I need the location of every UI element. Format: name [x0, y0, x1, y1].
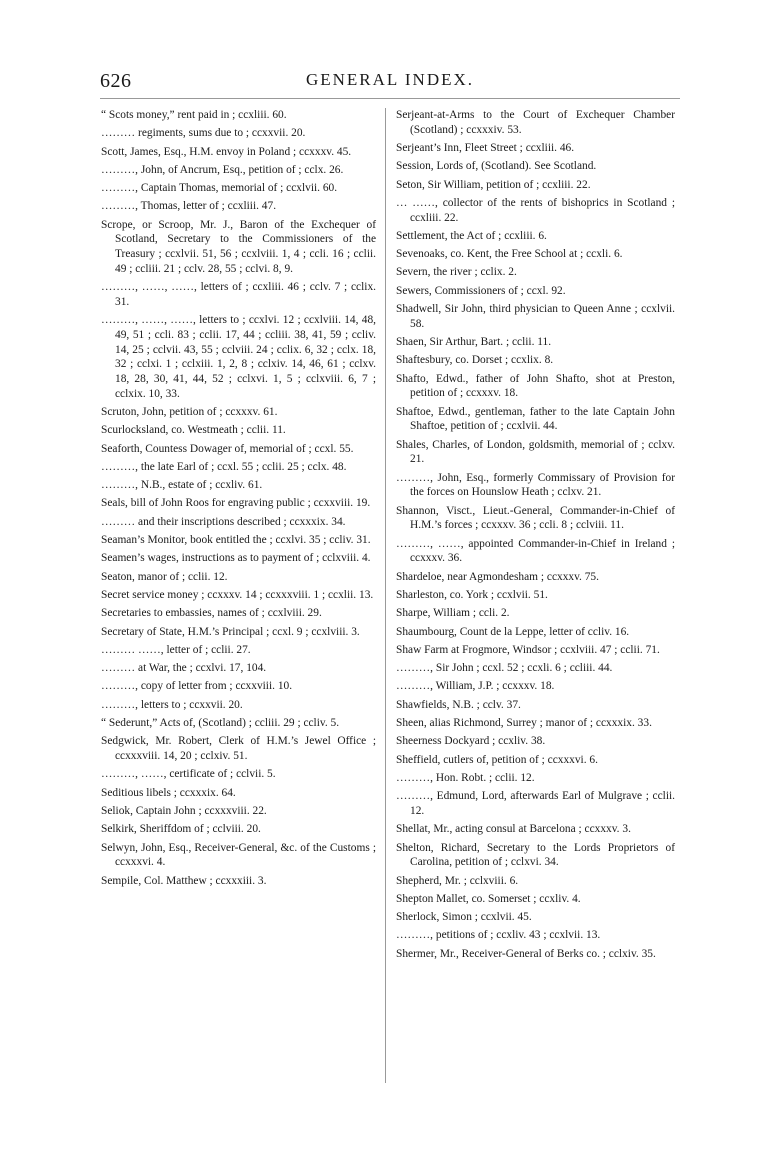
index-entry: Sevenoaks, co. Kent, the Free School at ; ccxli. 6. [396, 248, 623, 261]
index-entry: Shepton Mallet, co. Somerset ; ccxliv. 4. [396, 892, 581, 905]
index-entry: Seals, bill of John Roos for engraving public ; ccxxviii. 19. [101, 497, 371, 510]
index-entry: ………, Thomas, letter of ; ccxliii. 47. [101, 200, 277, 213]
index-entry: Sheffield, cutlers of, petition of ; ccxxxvi. 6. [396, 753, 598, 766]
index-entry: Scott, James, Esq., H.M. envoy in Poland ; ccxxxv. 45. [101, 145, 352, 158]
index-entry: Shepherd, Mr. ; cclxviii. 6. [396, 874, 519, 887]
index-entry: Sempile, Col. Matthew ; ccxxxiii. 3. [101, 874, 267, 887]
page-header [100, 70, 680, 98]
index-entry: ………, ……, appointed Commander-in-Chief in Ireland ; ccxxxv. 36. [396, 537, 675, 565]
index-entry: Shaftoe, Edwd., gentleman, father to the late Captain John Shaftoe, petition of ; ccxlvii. 44. [396, 405, 675, 433]
index-entry: ………, William, J.P. ; ccxxxv. 18. [396, 680, 555, 693]
index-entry: ………, John, Esq., formerly Commissary of Provision for the forces on Hounslow Heath ; cclxv. 21. [396, 471, 675, 499]
index-entry: Shaen, Sir Arthur, Bart. ; cclii. 11. [396, 336, 552, 349]
index-entry: Shelton, Richard, Secretary to the Lords Proprietors of Carolina, petition of ; cclxvi. 34. [396, 841, 675, 869]
index-entry: Shardeloe, near Agmondesham ; ccxxxv. 75. [396, 570, 599, 583]
index-entry: Seaforth, Countess Dowager of, memorial of ; ccxl. 55. [101, 442, 354, 455]
index-entry: Scrope, or Scroop, Mr. J., Baron of the Exchequer of Scotland, Secretary to the Commissioners of the Treasury ; ccxlvii. 51, 56 ; ccxlviii. 1, 4 ; ccli. 16 ; cclii. 49 ; ccliii. 21 ; cclv. 28, 55 ; cclvi. 8, 9. [101, 218, 376, 275]
index-entry: ………, letters to ; ccxxvii. 20. [101, 698, 243, 711]
index-entry: Scurlocksland, co. Westmeath ; cclii. 11. [101, 424, 286, 437]
index-entry: Serjeant-at-Arms to the Court of Exchequer Chamber (Scotland) ; ccxxxiv. 53. [396, 109, 675, 136]
index-entry: ……… and their inscriptions described ; ccxxxix. 34. [101, 515, 346, 528]
index-entry: ………, John, of Ancrum, Esq., petition of ; cclx. 26. [101, 163, 344, 176]
index-entry: ………, Sir John ; ccxl. 52 ; ccxli. 6 ; ccliii. 44. [396, 662, 613, 675]
index-entry: Shawfields, N.B. ; cclv. 37. [396, 698, 521, 711]
index-entry: ……… at War, the ; ccxlvi. 17, 104. [101, 662, 267, 675]
index-entry: Shadwell, Sir John, third physician to Queen Anne ; ccxlvii. 58. [396, 303, 675, 330]
index-entry: Shermer, Mr., Receiver-General of Berks co. ; cclxiv. 35. [396, 947, 656, 960]
index-entry: ………, N.B., estate of ; ccxliv. 61. [101, 479, 263, 492]
index-entry: Shaumbourg, Count de la Leppe, letter of ccliv. 16. [396, 625, 630, 638]
index-entry: ……… regiments, sums due to ; ccxxvii. 20. [101, 127, 306, 140]
index-entry: Settlement, the Act of ; ccxliii. 6. [396, 229, 547, 242]
index-entry: ………, ……, ……, letters of ; ccxliii. 46 ; cclv. 7 ; cclix. 31. [101, 281, 376, 308]
column-divider [385, 108, 386, 1083]
index-entry: Shafto, Edwd., father of John Shafto, shot at Preston, petition of ; ccxxxv. 18. [396, 372, 675, 400]
index-entry: Shaw Farm at Frogmore, Windsor ; ccxlviii. 47 ; cclii. 71. [396, 643, 660, 656]
index-entry: Sewers, Commissioners of ; ccxl. 92. [396, 284, 566, 297]
index-entry: ……… ……, letter of ; cclii. 27. [101, 643, 251, 656]
index-entry: ………, ……, ……, letters to ; ccxlvi. 12 ; ccxlviii. 14, 48, 49, 51 ; ccli. 83 ; cclii. 17, 44 ; ccliii. 38, 41, 59 ; ccliv. 14, 25 ; cclvii. 43, 55 ; cclviii. 24 ; cclix. 6, 32 ; cclx. 18, 32 ; cclxi. 1 ; cclxiii. 1, 2, 8 ; cclxiv. 14, 46, 61 ; cclxv. 18, 28, 30, 41, 44, 52 ; cclxvi. 1, 5 ; cclxviii. 6, 7 ; cclxix. 10, 33. [101, 314, 376, 400]
index-entry: Seaman’s Monitor, book entitled the ; ccxlvi. 35 ; ccliv. 31. [101, 534, 371, 547]
index-entry: Shaftesbury, co. Dorset ; ccxlix. 8. [396, 354, 554, 367]
index-entry: Seamen’s wages, instructions as to payment of ; cclxviii. 4. [101, 552, 371, 565]
index-entry: Seditious libels ; ccxxxix. 64. [101, 786, 236, 799]
index-entry: Serjeant’s Inn, Fleet Street ; ccxliii. 46. [396, 142, 575, 154]
index-entry: Sheen, alias Richmond, Surrey ; manor of ; ccxxxix. 33. [396, 717, 652, 730]
index-entry: Secretary of State, H.M.’s Principal ; ccxl. 9 ; ccxlviii. 3. [101, 625, 360, 638]
index-entry: Sharleston, co. York ; ccxlvii. 51. [396, 588, 548, 601]
index-entry: Shellat, Mr., acting consul at Barcelona ; ccxxxv. 3. [396, 823, 631, 836]
index-entry: Seton, Sir William, petition of ; ccxliii. 22. [396, 178, 591, 191]
index-entry: Shales, Charles, of London, goldsmith, memorial of ; cclxv. 21. [396, 438, 675, 466]
index-entry: Seaton, manor of ; cclii. 12. [101, 570, 228, 583]
index-entry: ………, Edmund, Lord, afterwards Earl of Mulgrave ; cclii. 12. [396, 790, 675, 817]
page-number: 626 [100, 70, 132, 92]
index-entry: Session, Lords of, (Scotland). See Scotland. [396, 160, 597, 173]
index-entry: Seliok, Captain John ; ccxxxviii. 22. [101, 804, 267, 817]
index-entry: Selkirk, Sheriffdom of ; cclviii. 20. [101, 823, 261, 836]
index-entry: Sherlock, Simon ; ccxlvii. 45. [396, 911, 532, 924]
index-entry: “ Scots money,” rent paid in ; ccxliii. 60. [101, 109, 287, 121]
index-entry: Selwyn, John, Esq., Receiver-General, &c. of the Customs ; ccxxxvi. 4. [101, 841, 376, 869]
index-entry: Secretaries to embassies, names of ; ccxlviii. 29. [101, 607, 322, 620]
header-rule [100, 98, 680, 99]
index-entry: Severn, the river ; cclix. 2. [396, 266, 517, 279]
index-entry: ………, copy of letter from ; ccxxviii. 10. [101, 680, 293, 693]
index-entry: Sedgwick, Mr. Robert, Clerk of H.M.’s Jewel Office ; ccxxxviii. 14, 20 ; cclxiv. 51. [101, 735, 376, 763]
index-entry: ………, ……, certificate of ; cclvii. 5. [101, 768, 276, 781]
index-entry: ………, Captain Thomas, memorial of ; ccxlvii. 60. [101, 182, 338, 195]
index-entry: “ Sederunt,” Acts of, (Scotland) ; ccliii. 29 ; ccliv. 5. [101, 717, 340, 730]
left-column [101, 108, 376, 892]
index-entry: … ……, collector of the rents of bishoprics in Scotland ; ccxliii. 22. [396, 196, 675, 224]
index-entry: ………, the late Earl of ; ccxl. 55 ; cclii. 25 ; cclx. 48. [101, 460, 347, 473]
right-column [396, 108, 675, 965]
index-entry: Sheerness Dockyard ; ccxliv. 38. [396, 735, 546, 748]
index-entry: Sharpe, William ; ccli. 2. [396, 607, 510, 620]
index-entry: ………, Hon. Robt. ; cclii. 12. [396, 771, 535, 784]
index-entry: ………, petitions of ; ccxliv. 43 ; ccxlvii. 13. [396, 929, 601, 942]
index-entry: Secret service money ; ccxxxv. 14 ; ccxxxviii. 1 ; ccxlii. 13. [101, 588, 374, 601]
running-head: GENERAL INDEX. [305, 70, 475, 89]
index-entry: Scruton, John, petition of ; ccxxxv. 61. [101, 406, 278, 418]
index-entry: Shannon, Visct., Lieut.-General, Commander-in-Chief of H.M.’s forces ; ccxxxv. 36 ; ccli. 8 ; cclviii. 11. [396, 504, 675, 532]
